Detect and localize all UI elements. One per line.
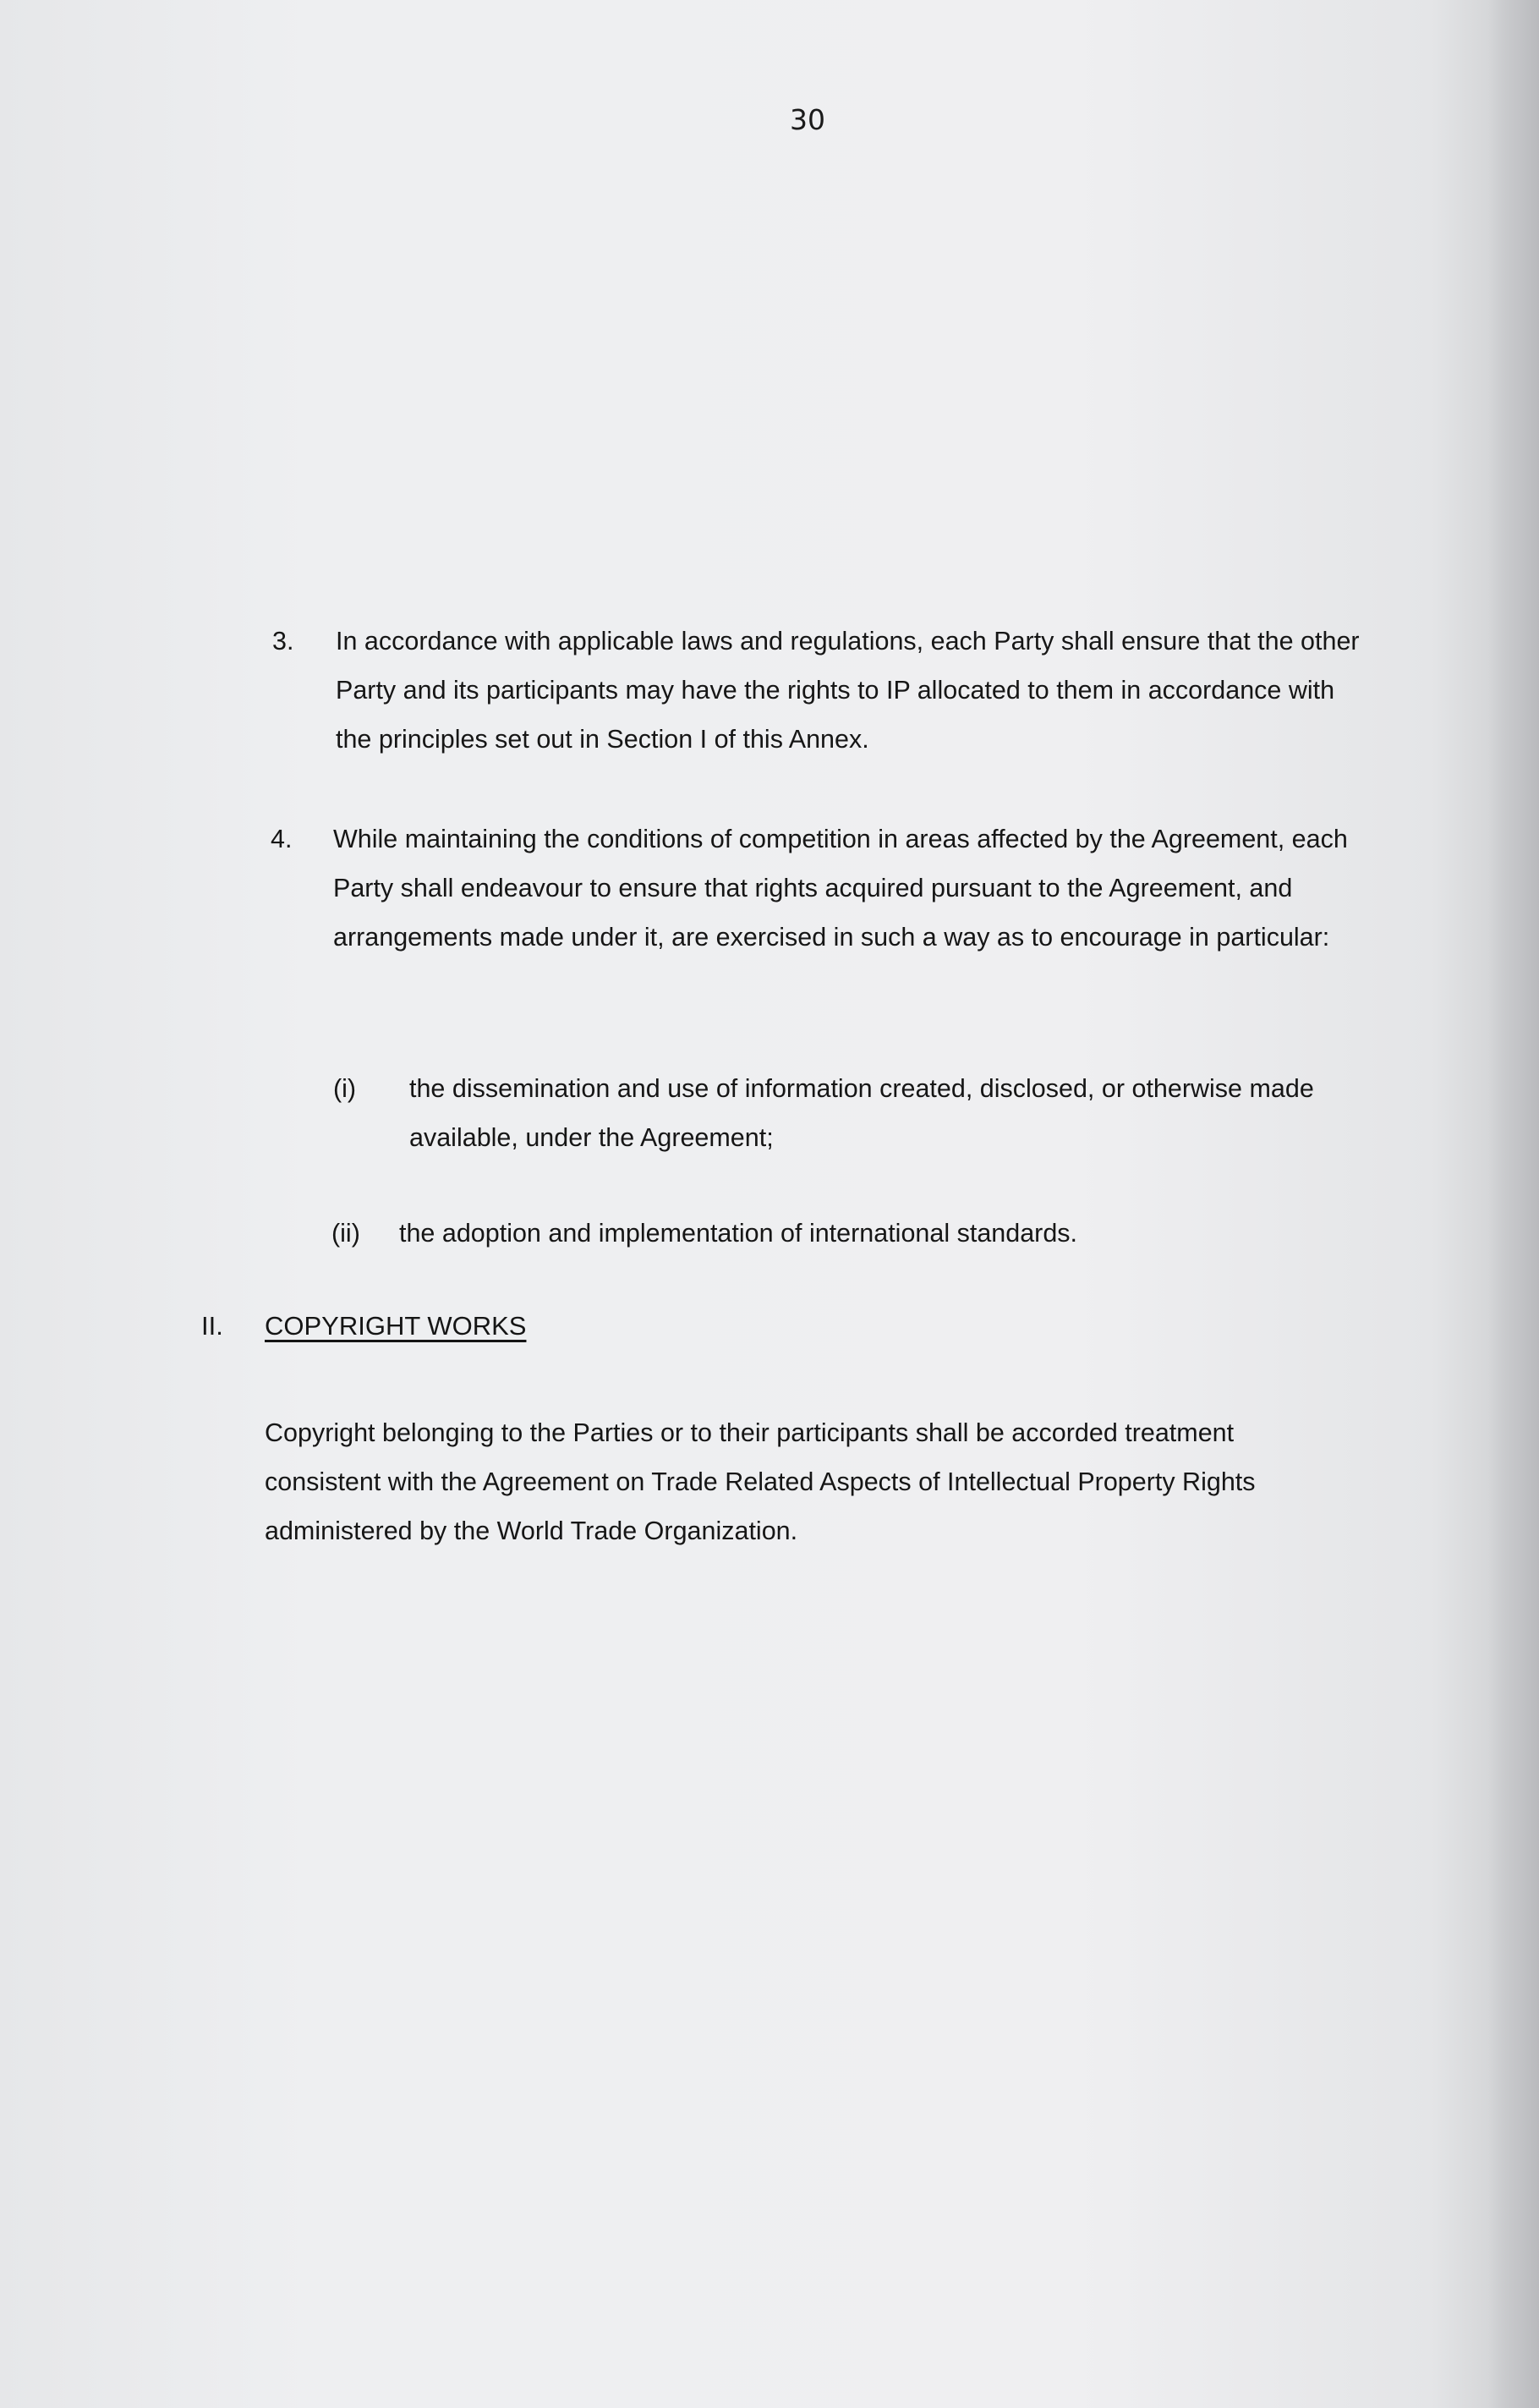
subitem-ii-text: the adoption and implementation of international standards. (399, 1219, 1078, 1248)
paragraph-3-text: In accordance with applicable laws and regulations, each Party shall ensure that the other Party and its participants may have the rights to IP allocated to them in accordance with the principles set out in Section I of this Annex. (336, 627, 1360, 754)
section-number: II. (201, 1311, 223, 1341)
subitem-i-number: (i) (333, 1074, 357, 1103)
section-body: Copyright belonging to the Parties or to their participants shall be accorded treatment consistent with the Agreement on Trade Related Aspects of Intellectual Property Rights administered by the World Trade Organization. (265, 1418, 1256, 1545)
subitem-i-text: the dissemination and use of information created, disclosed, or otherwise made available, under the Agreement; (409, 1074, 1314, 1152)
paragraph-4-text: While maintaining the conditions of competition in areas affected by the Agreement, each Party shall endeavour to ensure that rights acquired pursuant to the Agreement, and arrangements made under it, are exercised in such a way as to encourage in particular: (333, 825, 1348, 952)
subitem-ii-number: (ii) (331, 1219, 360, 1248)
section-title: COPYRIGHT WORKS (265, 1311, 527, 1341)
paragraph-3-number: 3. (272, 627, 294, 655)
paragraph-4-number: 4. (271, 825, 293, 853)
page-edge-shadow (1488, 0, 1539, 2408)
page-number: 30 (790, 103, 825, 136)
